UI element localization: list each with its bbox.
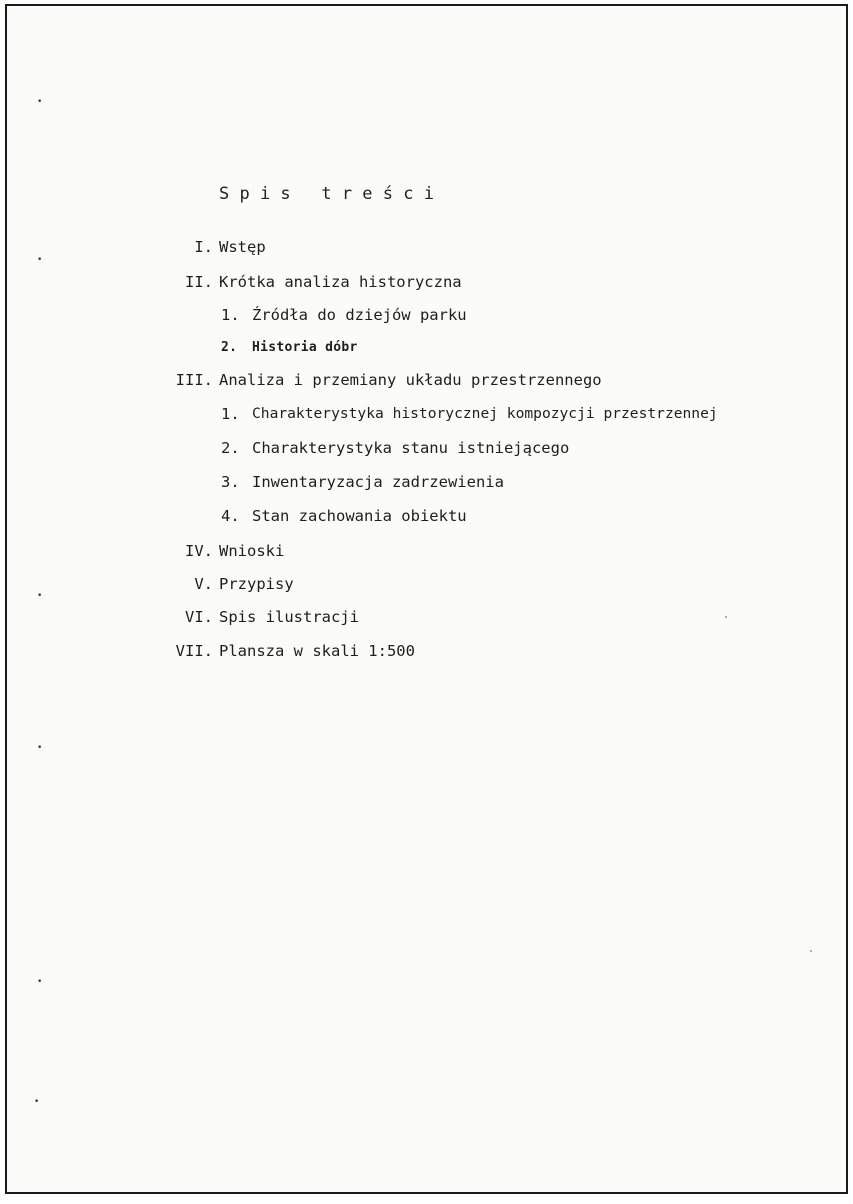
margin-mark: • [37,591,43,601]
toc-label: Spis ilustracji [219,608,359,626]
table-of-contents [7,6,846,1192]
margin-mark: • [37,977,43,987]
toc-number: 4. [221,507,240,525]
margin-mark: • [34,1097,40,1107]
toc-label: Krótka analiza historyczna [219,273,462,291]
toc-label: Charakterystyka stanu istniejącego [252,439,570,457]
toc-label: Plansza w skali 1:500 [219,642,415,660]
toc-label: Przypisy [219,575,294,593]
margin-mark: • [37,255,43,265]
toc-label: Inwentaryzacja zadrzewienia [252,473,504,491]
toc-number: II. [185,273,213,291]
document-page [5,4,848,1194]
toc-number: VII. [175,642,213,660]
toc-number: IV. [185,542,213,560]
toc-number: 3. [221,473,240,491]
toc-number: I. [194,238,213,256]
toc-number: 1. [221,306,240,324]
toc-title: S p i s t r e ś c i [219,184,434,204]
margin-mark: • [37,743,43,753]
margin-mark: • [37,97,43,107]
toc-number: VI. [185,608,213,626]
toc-number: V. [194,575,213,593]
toc-number: III. [175,371,213,389]
toc-label: Wstęp [219,238,266,256]
toc-label: Stan zachowania obiektu [252,507,467,525]
toc-label: Historia dóbr [252,340,358,355]
toc-number: 2. [221,439,240,457]
toc-label: Charakterystyka historycznej kompozycji przestrzennej [252,405,718,422]
toc-number: 1. [221,405,240,423]
toc-number: 2. [221,340,238,355]
toc-label: Wnioski [219,542,285,560]
toc-label: Analiza i przemiany układu przestrzennego [219,371,602,389]
toc-label: Źródła do dziejów parku [252,306,467,324]
